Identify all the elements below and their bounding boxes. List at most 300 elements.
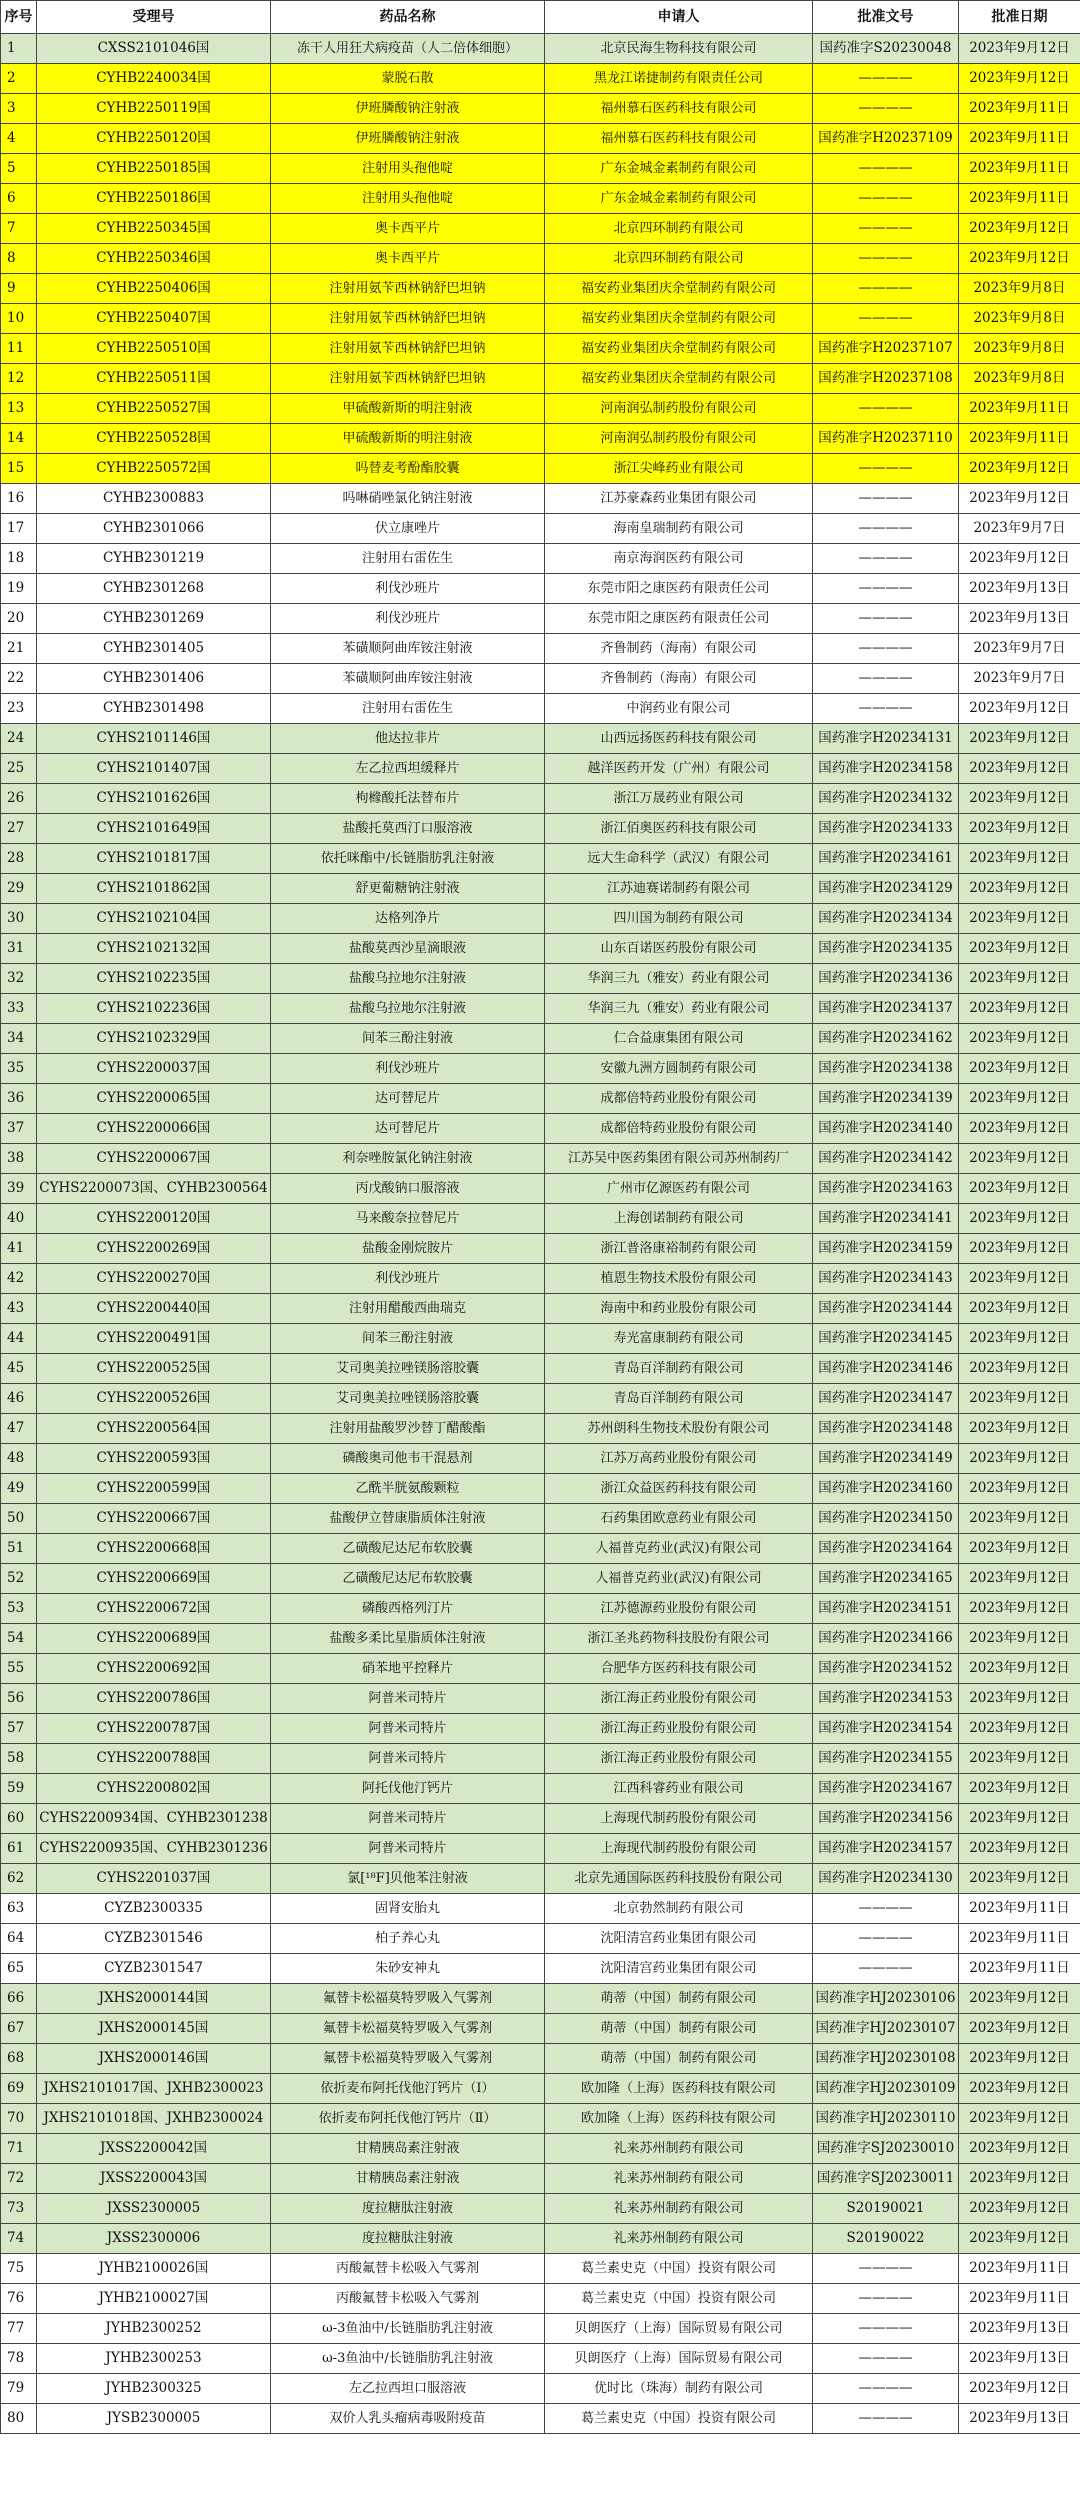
- cell-approval-date: 2023年9月12日: [959, 1324, 1080, 1354]
- cell-approval-date: 2023年9月13日: [959, 2314, 1080, 2344]
- cell-applicant: 浙江众益医药科技有限公司: [545, 1474, 813, 1504]
- cell-approval-date: 2023年9月11日: [959, 424, 1080, 454]
- cell-approval-date: 2023年9月8日: [959, 304, 1080, 334]
- cell-approval-date: 2023年9月12日: [959, 1534, 1080, 1564]
- cell-approval-no: 国药准字H20234139: [813, 1084, 959, 1114]
- cell-approval-no: 国药准字H20234155: [813, 1744, 959, 1774]
- cell-acceptance-no: CYHS2200593国: [37, 1444, 271, 1474]
- cell-approval-date: 2023年9月12日: [959, 784, 1080, 814]
- cell-serial: 77: [1, 2314, 37, 2344]
- cell-approval-date: 2023年9月12日: [959, 1594, 1080, 1624]
- table-row: [1, 2404, 1080, 2434]
- cell-acceptance-no: CYHB2250407国: [37, 304, 271, 334]
- cell-approval-date: 2023年9月12日: [959, 2164, 1080, 2194]
- cell-approval-no: 国药准字H20234150: [813, 1504, 959, 1534]
- table-row: [1, 2014, 1080, 2044]
- cell-acceptance-no: CYHB2301498: [37, 694, 271, 724]
- cell-approval-date: 2023年9月12日: [959, 2104, 1080, 2134]
- cell-approval-date: 2023年9月12日: [959, 694, 1080, 724]
- cell-applicant: 葛兰素史克（中国）投资有限公司: [545, 2404, 813, 2434]
- cell-drug-name: 盐酸莫西沙星滴眼液: [271, 934, 545, 964]
- cell-approval-date: 2023年9月13日: [959, 2404, 1080, 2434]
- cell-acceptance-no: JXSS2200043国: [37, 2164, 271, 2194]
- cell-approval-date: 2023年9月12日: [959, 1234, 1080, 1264]
- cell-serial: 60: [1, 1804, 37, 1834]
- cell-drug-name: 注射用头孢他啶: [271, 154, 545, 184]
- cell-acceptance-no: JXHS2000145国: [37, 2014, 271, 2044]
- cell-approval-date: 2023年9月12日: [959, 1774, 1080, 1804]
- cell-applicant: 江苏豪森药业集团有限公司: [545, 484, 813, 514]
- table-row: [1, 934, 1080, 964]
- cell-acceptance-no: CYHS2101146国: [37, 724, 271, 754]
- table-row: [1, 1504, 1080, 1534]
- cell-drug-name: 伏立康唑片: [271, 514, 545, 544]
- cell-drug-name: 甲硫酸新斯的明注射液: [271, 394, 545, 424]
- cell-acceptance-no: JXSS2200042国: [37, 2134, 271, 2164]
- cell-approval-no: 国药准字H20234146: [813, 1354, 959, 1384]
- cell-approval-date: 2023年9月11日: [959, 2284, 1080, 2314]
- cell-acceptance-no: CYHS2200065国: [37, 1084, 271, 1114]
- cell-approval-date: 2023年9月11日: [959, 1954, 1080, 1984]
- cell-drug-name: 左乙拉西坦口服溶液: [271, 2374, 545, 2404]
- cell-approval-date: 2023年9月11日: [959, 154, 1080, 184]
- cell-approval-no: S20190021: [813, 2194, 959, 2224]
- cell-drug-name: 左乙拉西坦缓释片: [271, 754, 545, 784]
- cell-applicant: 南京海润医药有限公司: [545, 544, 813, 574]
- table-row: [1, 1174, 1080, 1204]
- cell-serial: 32: [1, 964, 37, 994]
- cell-approval-date: 2023年9月12日: [959, 1054, 1080, 1084]
- cell-approval-no: 国药准字H20234132: [813, 784, 959, 814]
- cell-approval-date: 2023年9月13日: [959, 604, 1080, 634]
- cell-serial: 1: [1, 34, 37, 64]
- cell-serial: 10: [1, 304, 37, 334]
- cell-applicant: 葛兰素史克（中国）投资有限公司: [545, 2284, 813, 2314]
- cell-approval-no: 国药准字SJ20230010: [813, 2134, 959, 2164]
- cell-approval-date: 2023年9月12日: [959, 844, 1080, 874]
- table-row: [1, 724, 1080, 754]
- cell-applicant: 海南中和药业股份有限公司: [545, 1294, 813, 1324]
- table-row: [1, 1534, 1080, 1564]
- table-header-row: [1, 1, 1080, 34]
- cell-serial: 17: [1, 514, 37, 544]
- table-row: [1, 1264, 1080, 1294]
- cell-drug-name: 注射用盐酸罗沙替丁醋酸酯: [271, 1414, 545, 1444]
- cell-serial: 19: [1, 574, 37, 604]
- cell-acceptance-no: CYHS2101407国: [37, 754, 271, 784]
- cell-acceptance-no: CYHS2200269国: [37, 1234, 271, 1264]
- table-row: [1, 2044, 1080, 2074]
- cell-approval-no: 国药准字H20234148: [813, 1414, 959, 1444]
- cell-drug-name: 间苯三酚注射液: [271, 1324, 545, 1354]
- table-row: [1, 274, 1080, 304]
- table-row: [1, 664, 1080, 694]
- cell-drug-name: 阿托伐他汀钙片: [271, 1774, 545, 1804]
- cell-acceptance-no: CYHB2250572国: [37, 454, 271, 484]
- cell-acceptance-no: CYHB2250345国: [37, 214, 271, 244]
- cell-applicant: 合肥华方医药科技有限公司: [545, 1654, 813, 1684]
- cell-applicant: 萌蒂（中国）制药有限公司: [545, 1984, 813, 2014]
- cell-approval-no: ————: [813, 2344, 959, 2374]
- cell-approval-date: 2023年9月12日: [959, 754, 1080, 784]
- cell-approval-no: 国药准字H20234143: [813, 1264, 959, 1294]
- cell-drug-name: 艾司奥美拉唑镁肠溶胶囊: [271, 1384, 545, 1414]
- cell-acceptance-no: CYHS2200440国: [37, 1294, 271, 1324]
- cell-drug-name: 注射用氨苄西林钠舒巴坦钠: [271, 364, 545, 394]
- cell-applicant: 华润三九（雅安）药业有限公司: [545, 994, 813, 1024]
- cell-serial: 64: [1, 1924, 37, 1954]
- cell-approval-date: 2023年9月12日: [959, 1264, 1080, 1294]
- cell-approval-no: ————: [813, 244, 959, 274]
- cell-serial: 38: [1, 1144, 37, 1174]
- cell-serial: 41: [1, 1234, 37, 1264]
- table-row: [1, 904, 1080, 934]
- cell-serial: 54: [1, 1624, 37, 1654]
- cell-drug-name: 奥卡西平片: [271, 244, 545, 274]
- cell-approval-no: 国药准字H20234156: [813, 1804, 959, 1834]
- cell-approval-no: ————: [813, 634, 959, 664]
- cell-drug-name: 注射用头孢他啶: [271, 184, 545, 214]
- cell-acceptance-no: CYHS2102236国: [37, 994, 271, 1024]
- cell-serial: 26: [1, 784, 37, 814]
- cell-approval-date: 2023年9月12日: [959, 724, 1080, 754]
- cell-applicant: 北京民海生物科技有限公司: [545, 34, 813, 64]
- cell-drug-name: 马来酸奈拉替尼片: [271, 1204, 545, 1234]
- table-row: [1, 124, 1080, 154]
- cell-approval-date: 2023年9月12日: [959, 1654, 1080, 1684]
- cell-applicant: 四川国为制药有限公司: [545, 904, 813, 934]
- cell-approval-date: 2023年9月11日: [959, 124, 1080, 154]
- cell-applicant: 福州慕石医药科技有限公司: [545, 124, 813, 154]
- cell-serial: 14: [1, 424, 37, 454]
- cell-approval-no: ————: [813, 184, 959, 214]
- cell-drug-name: 丙酸氟替卡松吸入气雾剂: [271, 2254, 545, 2284]
- cell-applicant: 江苏迪赛诺制药有限公司: [545, 874, 813, 904]
- table-row: [1, 2374, 1080, 2404]
- table-row: [1, 1144, 1080, 1174]
- table-row: [1, 994, 1080, 1024]
- table-row: [1, 1474, 1080, 1504]
- cell-approval-no: 国药准字H20234162: [813, 1024, 959, 1054]
- cell-drug-name: 度拉糖肽注射液: [271, 2194, 545, 2224]
- cell-approval-no: ————: [813, 2374, 959, 2404]
- cell-approval-date: 2023年9月12日: [959, 454, 1080, 484]
- cell-approval-no: 国药准字H20234133: [813, 814, 959, 844]
- cell-acceptance-no: CYHS2200073国、CYHB2300564: [37, 1174, 271, 1204]
- cell-approval-date: 2023年9月11日: [959, 94, 1080, 124]
- cell-serial: 37: [1, 1114, 37, 1144]
- cell-drug-name: 注射用右雷佐生: [271, 544, 545, 574]
- cell-applicant: 欧加隆（上海）医药科技有限公司: [545, 2074, 813, 2104]
- cell-approval-date: 2023年9月7日: [959, 634, 1080, 664]
- cell-drug-name: 甘精胰岛素注射液: [271, 2164, 545, 2194]
- cell-drug-name: 盐酸伊立替康脂质体注射液: [271, 1504, 545, 1534]
- cell-acceptance-no: JYHB2100026国: [37, 2254, 271, 2284]
- cell-acceptance-no: CYHB2250528国: [37, 424, 271, 454]
- cell-serial: 2: [1, 64, 37, 94]
- cell-serial: 46: [1, 1384, 37, 1414]
- cell-drug-name: 注射用氨苄西林钠舒巴坦钠: [271, 334, 545, 364]
- table-row: [1, 1114, 1080, 1144]
- cell-acceptance-no: CYHS2200669国: [37, 1564, 271, 1594]
- cell-drug-name: 达格列净片: [271, 904, 545, 934]
- cell-acceptance-no: CYHS2200066国: [37, 1114, 271, 1144]
- cell-drug-name: 冻干人用狂犬病疫苗（人二倍体细胞）: [271, 34, 545, 64]
- cell-approval-no: 国药准字HJ20230110: [813, 2104, 959, 2134]
- cell-acceptance-no: CYHB2301269: [37, 604, 271, 634]
- cell-applicant: 广东金城金素制药有限公司: [545, 184, 813, 214]
- cell-drug-name: 间苯三酚注射液: [271, 1024, 545, 1054]
- table-row: [1, 844, 1080, 874]
- cell-approval-date: 2023年9月12日: [959, 214, 1080, 244]
- cell-acceptance-no: CYHS2101649国: [37, 814, 271, 844]
- cell-approval-no: 国药准字SJ20230011: [813, 2164, 959, 2194]
- cell-approval-no: 国药准字H20234151: [813, 1594, 959, 1624]
- cell-serial: 74: [1, 2224, 37, 2254]
- cell-serial: 70: [1, 2104, 37, 2134]
- cell-acceptance-no: CYHB2300883: [37, 484, 271, 514]
- cell-approval-no: ————: [813, 454, 959, 484]
- cell-approval-no: ————: [813, 484, 959, 514]
- cell-applicant: 石药集团欧意药业有限公司: [545, 1504, 813, 1534]
- header-applicant: 申请人: [545, 1, 813, 34]
- cell-acceptance-no: CYHS2200667国: [37, 1504, 271, 1534]
- cell-drug-name: 双价人乳头瘤病毒吸附疫苗: [271, 2404, 545, 2434]
- table-row: [1, 1984, 1080, 2014]
- cell-applicant: 山东百诺医药股份有限公司: [545, 934, 813, 964]
- cell-serial: 5: [1, 154, 37, 184]
- cell-serial: 78: [1, 2344, 37, 2374]
- cell-drug-name: 利伐沙班片: [271, 1054, 545, 1084]
- cell-approval-date: 2023年9月12日: [959, 1114, 1080, 1144]
- cell-drug-name: 艾司奥美拉唑镁肠溶胶囊: [271, 1354, 545, 1384]
- cell-approval-no: 国药准字H20234130: [813, 1864, 959, 1894]
- cell-drug-name: 奥卡西平片: [271, 214, 545, 244]
- cell-approval-no: 国药准字H20234141: [813, 1204, 959, 1234]
- cell-drug-name: 利伐沙班片: [271, 604, 545, 634]
- cell-approval-no: 国药准字H20234163: [813, 1174, 959, 1204]
- cell-serial: 33: [1, 994, 37, 1024]
- header-drug-name: 药品名称: [271, 1, 545, 34]
- cell-acceptance-no: CYHB2250406国: [37, 274, 271, 304]
- cell-applicant: 浙江普洛康裕制药有限公司: [545, 1234, 813, 1264]
- cell-drug-name: 氟替卡松福莫特罗吸入气雾剂: [271, 1984, 545, 2014]
- cell-approval-date: 2023年9月13日: [959, 574, 1080, 604]
- cell-applicant: 浙江海正药业股份有限公司: [545, 1744, 813, 1774]
- cell-approval-date: 2023年9月12日: [959, 1354, 1080, 1384]
- cell-approval-no: ————: [813, 2254, 959, 2284]
- table-row: [1, 184, 1080, 214]
- cell-applicant: 青岛百洋制药有限公司: [545, 1354, 813, 1384]
- header-approval-date: 批准日期: [959, 1, 1080, 34]
- cell-drug-name: 利伐沙班片: [271, 1264, 545, 1294]
- cell-approval-no: 国药准字H20234167: [813, 1774, 959, 1804]
- cell-applicant: 河南润弘制药股份有限公司: [545, 424, 813, 454]
- cell-drug-name: 朱砂安神丸: [271, 1954, 545, 1984]
- cell-applicant: 东莞市阳之康医药有限责任公司: [545, 574, 813, 604]
- cell-applicant: 北京先通国际医药科技股份有限公司: [545, 1864, 813, 1894]
- cell-approval-no: 国药准字H20234134: [813, 904, 959, 934]
- table-row: [1, 544, 1080, 574]
- cell-approval-date: 2023年9月12日: [959, 1564, 1080, 1594]
- cell-approval-no: ————: [813, 1894, 959, 1924]
- table-row: [1, 874, 1080, 904]
- cell-approval-date: 2023年9月12日: [959, 1864, 1080, 1894]
- cell-serial: 7: [1, 214, 37, 244]
- cell-approval-no: ————: [813, 274, 959, 304]
- cell-approval-date: 2023年9月11日: [959, 1894, 1080, 1924]
- cell-applicant: 福安药业集团庆余堂制药有限公司: [545, 334, 813, 364]
- table-row: [1, 244, 1080, 274]
- cell-serial: 50: [1, 1504, 37, 1534]
- cell-applicant: 优时比（珠海）制药有限公司: [545, 2374, 813, 2404]
- cell-approval-no: ————: [813, 1924, 959, 1954]
- cell-drug-name: 柏子养心丸: [271, 1924, 545, 1954]
- cell-drug-name: 伊班膦酸钠注射液: [271, 94, 545, 124]
- cell-serial: 73: [1, 2194, 37, 2224]
- cell-applicant: 成都倍特药业股份有限公司: [545, 1114, 813, 1144]
- cell-acceptance-no: JXSS2300006: [37, 2224, 271, 2254]
- cell-applicant: 江西科睿药业有限公司: [545, 1774, 813, 1804]
- cell-acceptance-no: CYHB2250511国: [37, 364, 271, 394]
- cell-approval-date: 2023年9月12日: [959, 484, 1080, 514]
- cell-approval-no: 国药准字H20234135: [813, 934, 959, 964]
- cell-serial: 44: [1, 1324, 37, 1354]
- cell-applicant: 福安药业集团庆余堂制药有限公司: [545, 364, 813, 394]
- cell-acceptance-no: CYHS2200935国、CYHB2301236: [37, 1834, 271, 1864]
- cell-acceptance-no: JYSB2300005: [37, 2404, 271, 2434]
- cell-acceptance-no: CYHS2102329国: [37, 1024, 271, 1054]
- table-row: [1, 1594, 1080, 1624]
- cell-acceptance-no: CYHS2102132国: [37, 934, 271, 964]
- cell-serial: 63: [1, 1894, 37, 1924]
- cell-approval-date: 2023年9月12日: [959, 64, 1080, 94]
- cell-approval-date: 2023年9月11日: [959, 394, 1080, 424]
- cell-applicant: 礼来苏州制药有限公司: [545, 2194, 813, 2224]
- cell-acceptance-no: JXHS2000144国: [37, 1984, 271, 2014]
- header-approval-no: 批准文号: [813, 1, 959, 34]
- cell-drug-name: 盐酸乌拉地尔注射液: [271, 964, 545, 994]
- cell-approval-no: 国药准字H20234149: [813, 1444, 959, 1474]
- table-row: [1, 1024, 1080, 1054]
- cell-approval-no: 国药准字HJ20230106: [813, 1984, 959, 2014]
- table-row: [1, 1294, 1080, 1324]
- cell-serial: 30: [1, 904, 37, 934]
- header-serial: 序号: [1, 1, 37, 34]
- cell-serial: 71: [1, 2134, 37, 2164]
- table-row: [1, 2164, 1080, 2194]
- cell-drug-name: 舒更葡糖钠注射液: [271, 874, 545, 904]
- cell-approval-no: 国药准字H20234129: [813, 874, 959, 904]
- cell-approval-no: 国药准字HJ20230109: [813, 2074, 959, 2104]
- cell-approval-no: 国药准字H20234158: [813, 754, 959, 784]
- cell-approval-date: 2023年9月12日: [959, 2044, 1080, 2074]
- cell-acceptance-no: CYHS2200599国: [37, 1474, 271, 1504]
- cell-approval-no: ————: [813, 604, 959, 634]
- cell-drug-name: 乙磺酸尼达尼布软胶囊: [271, 1564, 545, 1594]
- table-row: [1, 64, 1080, 94]
- table-row: [1, 2194, 1080, 2224]
- cell-applicant: 沈阳清宫药业集团有限公司: [545, 1954, 813, 1984]
- table-row: [1, 2074, 1080, 2104]
- table-row: [1, 1384, 1080, 1414]
- cell-approval-date: 2023年9月12日: [959, 1414, 1080, 1444]
- cell-applicant: 浙江圣兆药物科技股份有限公司: [545, 1624, 813, 1654]
- cell-approval-no: 国药准字H20234161: [813, 844, 959, 874]
- cell-approval-no: 国药准字H20234159: [813, 1234, 959, 1264]
- cell-applicant: 江苏德源药业股份有限公司: [545, 1594, 813, 1624]
- cell-acceptance-no: CYHS2200788国: [37, 1744, 271, 1774]
- cell-applicant: 北京四环制药有限公司: [545, 244, 813, 274]
- cell-acceptance-no: CYHB2301219: [37, 544, 271, 574]
- cell-applicant: 贝朗医疗（上海）国际贸易有限公司: [545, 2344, 813, 2374]
- cell-serial: 12: [1, 364, 37, 394]
- cell-serial: 25: [1, 754, 37, 784]
- cell-approval-no: 国药准字H20234140: [813, 1114, 959, 1144]
- cell-serial: 8: [1, 244, 37, 274]
- cell-acceptance-no: CYHS2101626国: [37, 784, 271, 814]
- cell-drug-name: 依折麦布阿托伐他汀钙片（Ⅰ）: [271, 2074, 545, 2104]
- cell-approval-no: ————: [813, 2314, 959, 2344]
- cell-serial: 13: [1, 394, 37, 424]
- cell-approval-date: 2023年9月8日: [959, 274, 1080, 304]
- cell-acceptance-no: JYHB2300325: [37, 2374, 271, 2404]
- table-row: [1, 2134, 1080, 2164]
- table-row: [1, 394, 1080, 424]
- cell-applicant: 安徽九洲方圆制药有限公司: [545, 1054, 813, 1084]
- cell-approval-no: 国药准字H20234131: [813, 724, 959, 754]
- cell-approval-date: 2023年9月12日: [959, 1474, 1080, 1504]
- table-row: [1, 1654, 1080, 1684]
- cell-acceptance-no: CYHS2200934国、CYHB2301238: [37, 1804, 271, 1834]
- cell-approval-date: 2023年9月12日: [959, 2224, 1080, 2254]
- cell-approval-date: 2023年9月8日: [959, 334, 1080, 364]
- cell-serial: 4: [1, 124, 37, 154]
- table-row: [1, 304, 1080, 334]
- cell-drug-name: ω-3鱼油中/长链脂肪乳注射液: [271, 2314, 545, 2344]
- cell-drug-name: 氟替卡松福莫特罗吸入气雾剂: [271, 2014, 545, 2044]
- cell-approval-date: 2023年9月12日: [959, 1204, 1080, 1234]
- cell-approval-date: 2023年9月12日: [959, 544, 1080, 574]
- cell-approval-no: ————: [813, 2284, 959, 2314]
- cell-acceptance-no: CYHS2102104国: [37, 904, 271, 934]
- cell-approval-date: 2023年9月12日: [959, 2194, 1080, 2224]
- cell-serial: 56: [1, 1684, 37, 1714]
- cell-approval-no: ————: [813, 574, 959, 604]
- cell-applicant: 上海创诺制药有限公司: [545, 1204, 813, 1234]
- cell-acceptance-no: JXHS2101017国、JXHB2300023: [37, 2074, 271, 2104]
- cell-approval-date: 2023年9月12日: [959, 1294, 1080, 1324]
- cell-applicant: 江苏万高药业股份有限公司: [545, 1444, 813, 1474]
- cell-serial: 40: [1, 1204, 37, 1234]
- table-row: [1, 334, 1080, 364]
- table-row: [1, 1864, 1080, 1894]
- cell-serial: 76: [1, 2284, 37, 2314]
- cell-serial: 51: [1, 1534, 37, 1564]
- cell-acceptance-no: JXSS2300005: [37, 2194, 271, 2224]
- cell-approval-no: 国药准字H20237108: [813, 364, 959, 394]
- cell-acceptance-no: JXHS2101018国、JXHB2300024: [37, 2104, 271, 2134]
- table-row: [1, 1714, 1080, 1744]
- cell-serial: 45: [1, 1354, 37, 1384]
- cell-approval-no: 国药准字H20234160: [813, 1474, 959, 1504]
- cell-acceptance-no: CYHS2200270国: [37, 1264, 271, 1294]
- cell-serial: 11: [1, 334, 37, 364]
- cell-drug-name: 硝苯地平控释片: [271, 1654, 545, 1684]
- table-row: [1, 34, 1080, 64]
- cell-approval-date: 2023年9月12日: [959, 2074, 1080, 2104]
- cell-approval-no: 国药准字H20234142: [813, 1144, 959, 1174]
